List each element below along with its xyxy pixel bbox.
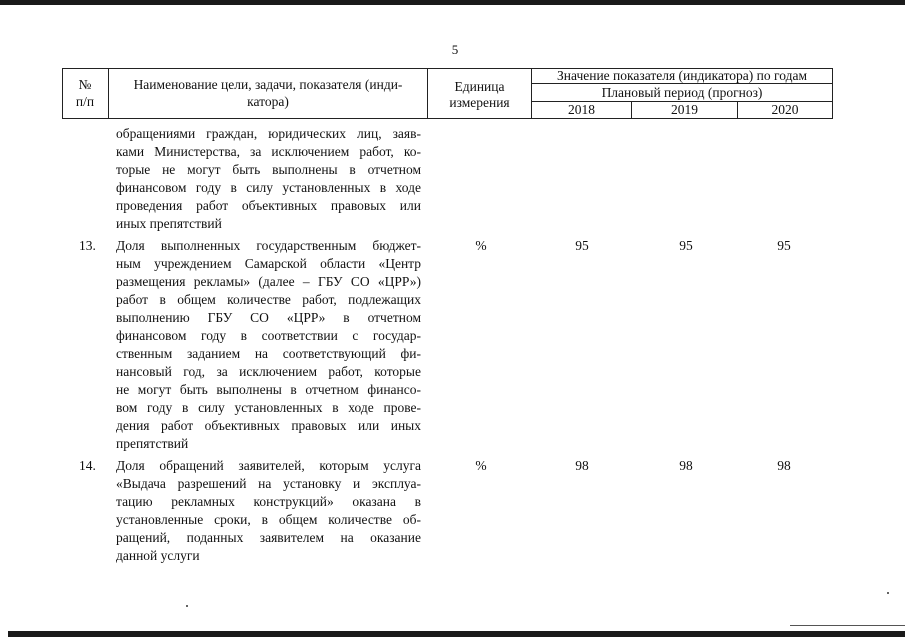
row-description: [116, 457, 421, 565]
row-line: Доля обращений заявителей, которым услуга: [116, 458, 421, 473]
row-line: размещения рекламы» (далее – ГБУ СО «ЦРР»): [116, 274, 421, 289]
row-line: препятствий: [116, 436, 189, 451]
row-line: данной услуги: [116, 548, 200, 563]
scan-edge-bottom: [8, 631, 905, 637]
table-header: [62, 68, 833, 119]
header-unit-label-line2: измерения: [449, 95, 510, 110]
row-line: установленные сроки, в общем количестве об-: [116, 512, 421, 527]
row-line: не могут быть выполнены в отчетном финансо-: [116, 382, 421, 397]
continuation-line: ками Министерства, за исключением работ, ко-: [116, 144, 421, 159]
row-line: дения работ объективных правовых или иных: [116, 418, 421, 433]
continuation-text: [116, 125, 421, 233]
row-value-2018: 95: [575, 238, 589, 253]
row-line: выполнению ГБУ СО «ЦРР» в отчетном: [116, 310, 421, 325]
row-value-2019: 98: [679, 458, 693, 473]
scan-speck: [887, 592, 889, 594]
header-year-2020: 2020: [771, 102, 799, 117]
row-line: ращений, поданных заявителем на оказание: [116, 530, 421, 545]
continuation-line: иных препятствий: [116, 216, 222, 231]
row-value-2018: 98: [575, 458, 589, 473]
page-number: 5: [451, 42, 459, 57]
row-number: 14.: [79, 458, 96, 473]
row-line: вом году в силу установленных в ходе прове-: [116, 400, 421, 415]
row-value-2020: 95: [777, 238, 791, 253]
row-line: работ в общем количестве работ, подлежащих: [116, 292, 421, 307]
row-line: финансовом году в соответствии с государ-: [116, 328, 421, 343]
header-year-2018: 2018: [568, 102, 595, 117]
header-unit-label-line1: Единица: [454, 79, 505, 94]
scan-edge-line: [790, 625, 905, 626]
header-num-sub-label: п/п: [75, 94, 95, 109]
row-line: Доля выполненных государственным бюджет-: [116, 238, 421, 253]
row-line: нансовый год, за исключением работ, которые: [116, 364, 421, 379]
row-line: ным учреждением Самарской области «Центр: [116, 256, 421, 271]
continuation-line: торые не могут быть выполнены в отчетном: [116, 162, 421, 177]
header-num-label: №: [78, 77, 92, 92]
header-period-label: Плановый период (прогноз): [601, 85, 763, 100]
scan-edge-top: [0, 0, 905, 5]
continuation-line: обращениями граждан, юридических лиц, заяв-: [116, 126, 421, 141]
header-bottom-border: [62, 118, 833, 119]
row-line: ственным заданием на соответствующий фи-: [116, 346, 421, 361]
row-line: тацию рекламных конструкций» оказана в: [116, 494, 421, 509]
row-value-2019: 95: [679, 238, 693, 253]
header-name-label-line1: Наименование цели, задачи, показателя (инди-: [133, 77, 403, 92]
continuation-line: финансовом году в силу установленных в ходе: [116, 180, 421, 195]
row-value-2020: 98: [777, 458, 791, 473]
row-description: [116, 237, 421, 453]
header-right-border: [832, 68, 833, 119]
row-line: «Выдача разрешений на установку и эксплуа-: [116, 476, 421, 491]
header-year-2019: 2019: [671, 102, 698, 117]
scan-speck: [186, 605, 188, 607]
continuation-line: проведения работ объективных правовых или: [116, 198, 421, 213]
row-number: 13.: [79, 238, 96, 253]
header-name-label-line2: катора): [247, 94, 289, 109]
header-value-title: Значение показателя (индикатора) по годам: [557, 68, 807, 83]
row-unit: %: [475, 458, 487, 473]
row-unit: %: [475, 238, 487, 253]
